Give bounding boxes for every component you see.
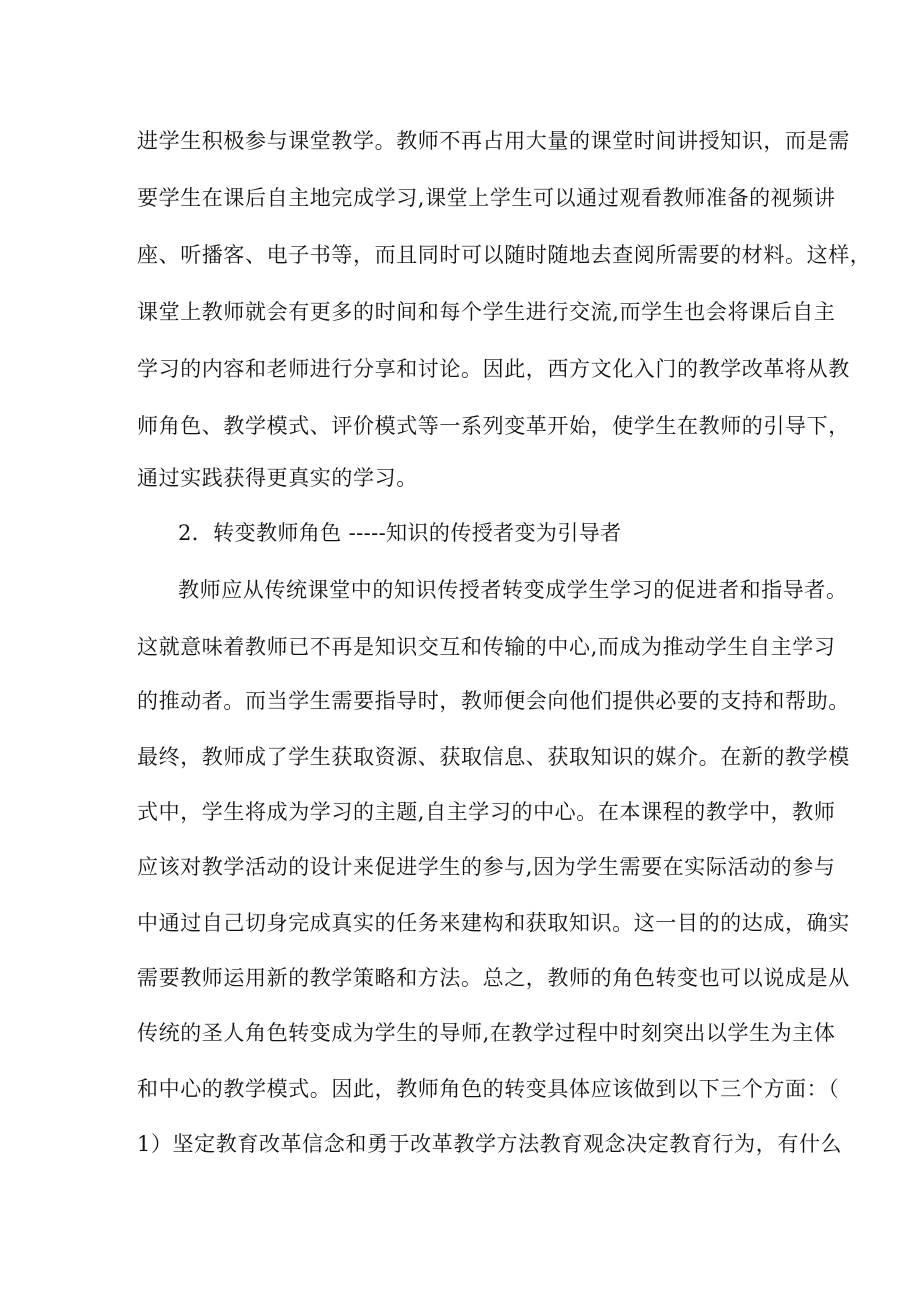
paragraph-1-line: 要学生在课后自主地完成学习,课堂上学生可以通过观看教师准备的视频讲 <box>137 186 836 210</box>
paragraph-2-line: 应该对教学活动的设计来促进学生的参与,因为学生需要在实际活动的参与 <box>137 855 836 879</box>
paragraph-2-line: 1）坚定教育改革信念和勇于改革教学方法教育观念决定教育行为，有什么 <box>137 1132 843 1156</box>
paragraph-2-line: 传统的圣人角色转变成为学生的导师,在教学过程中时刻突出以学生为主体 <box>137 1021 836 1045</box>
paragraph-2-line: 中通过自己切身完成真实的任务来建构和获取知识。这一目的的达成，确实 <box>137 911 850 935</box>
section-heading: 2．转变教师角色 -----知识的传授者变为引导者 <box>178 521 622 545</box>
paragraph-1-line: 通过实践获得更真实的学习。 <box>137 466 418 490</box>
paragraph-2-line: 和中心的教学模式。因此，教师角色的转变具体应该做到以下三个方面：（ <box>137 1077 840 1101</box>
paragraph-2-line: 教师应从传统课堂中的知识传授者转变成学生学习的促进者和指导者。 <box>178 578 848 602</box>
paragraph-2-line: 式中，学生将成为学习的主题,自主学习的中心。在本课程的教学中，教师 <box>137 800 836 824</box>
paragraph-2-line: 这就意味着教师已不再是知识交互和传输的中心,而成为推动学生自主学习 <box>137 635 836 659</box>
paragraph-1-line: 进学生积极参与课堂教学。教师不再占用大量的课堂时间讲授知识，而是需 <box>137 129 850 153</box>
paragraph-2-line: 最终，教师成了学生获取资源、获取信息、获取知识的媒介。在新的教学模 <box>137 745 850 769</box>
paragraph-2-line: 的推动者。而当学生需要指导时，教师便会向他们提供必要的支持和帮助。 <box>137 689 850 713</box>
paragraph-2-line: 需要教师运用新的教学策略和方法。总之，教师的角色转变也可以说成是从 <box>137 966 850 990</box>
paragraph-1-line: 学习的内容和老师进行分享和讨论。因此，西方文化入门的教学改革将从教 <box>137 357 850 381</box>
paragraph-1-line: 座、听播客、电子书等，而且同时可以随时随地去查阅所需要的材料。这样， <box>137 243 872 267</box>
paragraph-1-line: 课堂上教师就会有更多的时间和每个学生进行交流,而学生也会将课后自主 <box>137 300 836 324</box>
paragraph-1-line: 师角色、教学模式、评价模式等一系列变革开始，使学生在教师的引导下， <box>137 414 850 438</box>
